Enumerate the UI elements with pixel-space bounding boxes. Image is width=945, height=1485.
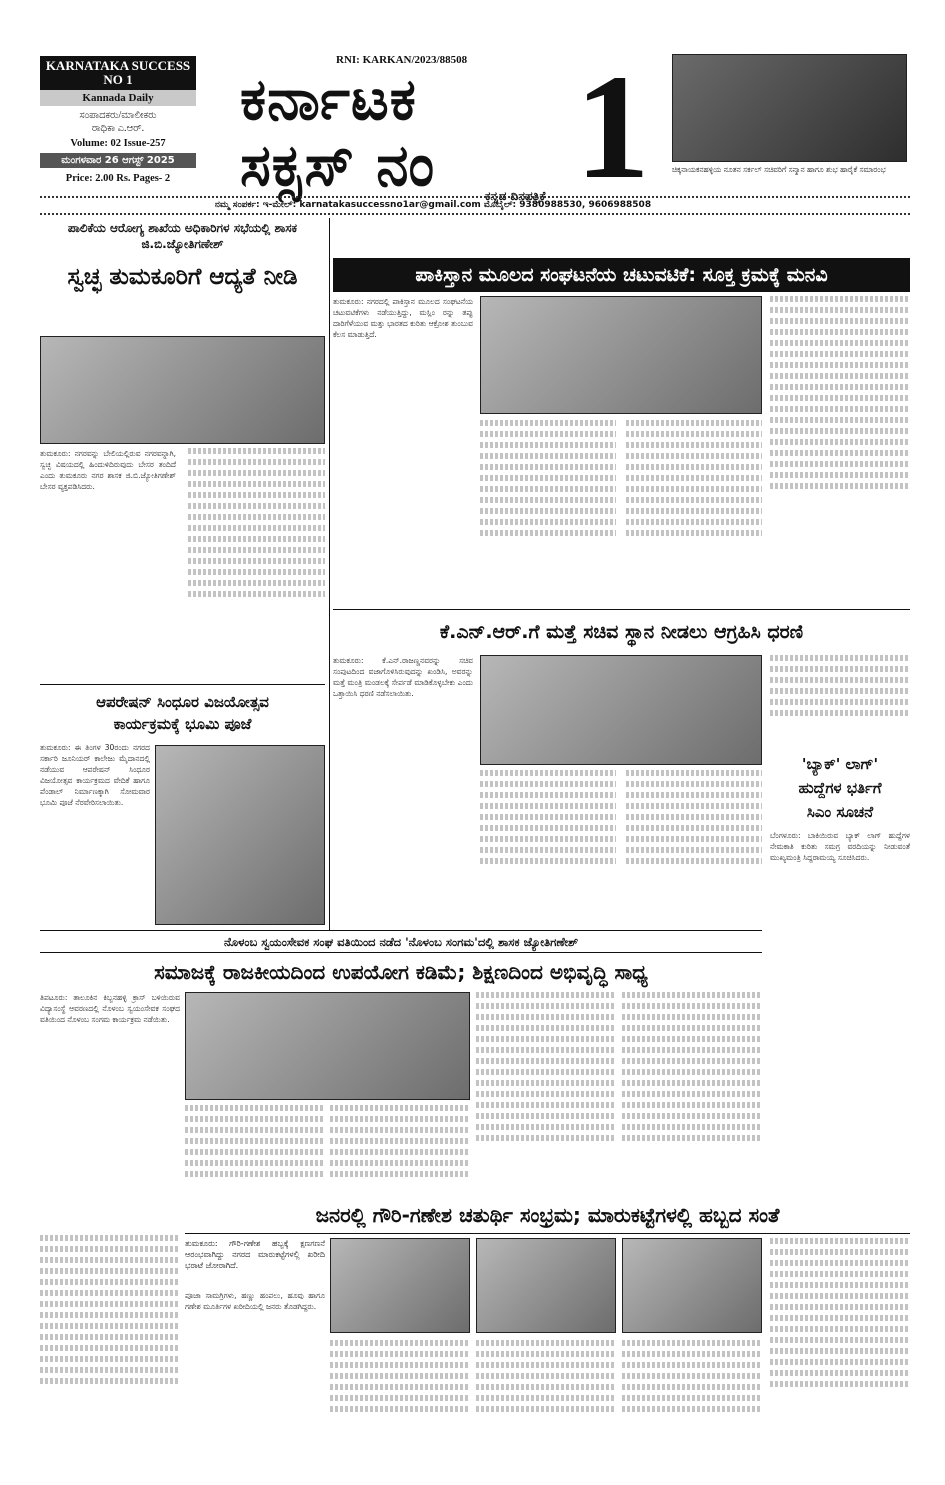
article-7-body-col3 — [330, 1340, 470, 1465]
article-4-headline: ಕೆ.ಎನ್.ಆರ್.ಗೆ ಮತ್ತೆ ಸಚಿವ ಸ್ಥಾನ ನೀಡಲು ಆಗ್ರಹಿಸಿ ಧರಣಿ — [439, 621, 804, 643]
article-7-body-col2 — [185, 1290, 325, 1465]
article-1-body-text: ತುಮಕೂರು: ನಗರವನ್ನು ಬೇಲಿಯಲ್ಲಿರುವ ನಗರವನ್ನಾಗಿ, ಸ್ವಚ್ಛ ವಿಷಯದಲ್ಲಿ ಹಿಂದುಳಿದಿರುವುದು ಬೇಸರ ತಂದಿದೆ ಎಂದು ತುಮಕೂರು ನಗರ ಶಾಸಕ ಜಿ.ಬಿ.ಜ್ಯೋತಿಗಣೇಶ್ ಬೇಸರ ವ್ಯಕ್ತಪಡಿಸಿದರು. — [40, 449, 176, 491]
article-7-photo-1 — [330, 1238, 470, 1333]
article-1-photo — [40, 336, 325, 444]
article-2-body-col3 — [626, 420, 762, 606]
article-1-body-col2 — [188, 448, 325, 683]
article-1-body — [40, 448, 176, 683]
article-7-lead: ತುಮಕೂರು: ಗೌರಿ-ಗಣೇಶ ಹಬ್ಬಕ್ಕೆ ಕ್ಷಣಗಣನೆ ಆರಂಭವಾಗಿದ್ದು ನಗರದ ಮಾರುಕಟ್ಟೆಗಳಲ್ಲಿ ಖರೀದಿ ಭರಾಟೆ ಜೋರಾಗಿದೆ. — [185, 1239, 325, 1270]
top-photo-caption: ಚಿಕ್ಕನಾಯಕನಹಳ್ಳಿಯ ನೂತನ ಸರ್ಕಲ್ ಸಚಿವರಿಗೆ ಸನ್ಮಾನ ಹಾಗೂ ಶುಭ ಹಾರೈಕೆ ಸಮಾರಂಭ — [672, 165, 886, 174]
article-2-body-col2 — [480, 420, 616, 606]
masthead-english-title: KARNATAKA SUCCESS NO 1 — [40, 56, 196, 90]
article-6-body — [40, 992, 180, 1230]
article-5-body-text: ಬೆಂಗಳೂರು: ಬಾಕಿಯಿರುವ ಬ್ಯಾಕ್ ಲಾಗ್ ಹುದ್ದೆಗಳ ನೇಮಕಾತಿ ಕುರಿತು ಸಮಗ್ರ ವರದಿಯನ್ನು ನೀಡುವಂತೆ ಮುಖ್ಯಮಂತ್ರಿ ಸಿದ್ದರಾಮಯ್ಯ ಸೂಚಿಸಿದರು. — [770, 831, 910, 862]
article-6-body-text: ತಿಪಟೂರು: ತಾಲೂಕಿನ ಕಿಬ್ಬನಹಳ್ಳಿ ಕ್ರಾಸ್ ಬಳಿಯಿರುವ ವಿದ್ಯಾಸಂಸ್ಥೆ ಆವರಣದಲ್ಲಿ ನೊಳಂಬ ಸ್ವಯಂಸೇವಕ ಸಂಘದ ವತಿಯಿಂದ ನೊಳಂಬ ಸಂಗಮ ಕಾರ್ಯಕ್ರಮ ನಡೆಯಿತು. — [40, 993, 180, 1024]
article-4-photo — [480, 655, 762, 765]
article-3-photo — [155, 745, 325, 925]
rni-number: RNI: KARKAN/2023/88508 — [336, 54, 468, 66]
top-photo — [672, 54, 907, 162]
article-6-body-col4 — [476, 992, 616, 1230]
article-2-headline: ಪಾಕಿಸ್ತಾನ ಮೂಲದ ಸಂಘಟನೆಯ ಚಟುವಟಿಕೆ: ಸೂಕ್ತ ಕ್ರಮಕ್ಕೆ ಮನವಿ — [333, 258, 910, 292]
article-7-headline: ಜನರಲ್ಲಿ ಗೌರಿ-ಗಣೇಶ ಚತುರ್ಥಿ ಸಂಭ್ರಮ; ಮಾರುಕಟ್ಟೆಗಳಲ್ಲಿ ಹಬ್ಬದ ಸಂತೆ — [185, 1198, 910, 1232]
article-3-headline-line1: ಆಪರೇಷನ್ ಸಿಂಧೂರ ವಿಜಯೋತ್ಸವ — [96, 693, 269, 711]
article-7-body — [40, 1235, 180, 1465]
editor-label: ಸಂಪಾದಕರು/ಮಾಲೀಕರು — [79, 110, 157, 121]
article-4-body-col3 — [626, 770, 762, 925]
article-3-body — [40, 742, 150, 930]
article-2-photo — [480, 296, 762, 414]
issue-date: ಮಂಗಳವಾರ 26 ಆಗಸ್ಟ್ 2025 — [40, 153, 196, 168]
volume-issue: Volume: 02 Issue-257 — [70, 138, 166, 149]
title-line-2: ಸಕ್ಸಸ್ ನಂ — [240, 131, 436, 199]
article-4-body-text: ತುಮಕೂರು: ಕೆ.ಎನ್.ರಾಜಣ್ಣನವರನ್ನು ಸಚಿವ ಸಂಪುಟದಿಂದ ವಜಾಗೊಳಿಸಿರುವುದನ್ನು ಖಂಡಿಸಿ, ಅವರನ್ನು ಮತ್ತೆ ಮಂತ್ರಿ ಮಂಡಲಕ್ಕೆ ಸೇರ್ಪಡೆ ಮಾಡಿಕೊಳ್ಳಬೇಕು ಎಂದು ಒತ್ತಾಯಿಸಿ ಧರಣಿ ನಡೆಸಲಾಯಿತು. — [333, 656, 473, 698]
article-7-photo-2 — [476, 1238, 616, 1333]
kannada-daily-label: ಕನ್ನಡ ದಿನಪತ್ರಿಕೆ — [485, 189, 546, 203]
article-5-headline-line3: ಸಿಎಂ ಸೂಚನೆ — [806, 803, 874, 821]
article-6-kicker-rule — [40, 952, 762, 953]
article-5-body — [770, 830, 910, 1230]
article-4-body — [333, 655, 473, 925]
article-1-headline: ಸ್ವಚ್ಛ ತುಮಕೂರಿಗೆ ಆದ್ಯತೆ ನೀಡಿ — [67, 264, 298, 290]
editor-name: ರಾಧಿಕಾ ಎ.ಆರ್. — [91, 123, 145, 134]
article-5-headline-line2: ಹುದ್ದೆಗಳ ಭರ್ತಿಗೆ — [798, 779, 882, 797]
contact-line: ನಮ್ಮ ಸಂಪರ್ಕ: ಇ-ಮೇಲ್: karnatakasuccessno1ar@gmail.com ಮೊಬೈಲ್: 9380988530, 9606988508 — [214, 200, 652, 210]
article-4-body-col2 — [480, 770, 616, 925]
article-3-headline-line2: ಕಾರ್ಯಕ್ರಮಕ್ಕೆ ಭೂಮಿ ಪೂಜೆ — [113, 715, 252, 733]
article-7-body-col5 — [622, 1340, 762, 1465]
masthead-subtitle: Kannada Daily — [40, 90, 196, 106]
article-5-headline-line1: 'ಬ್ಯಾಕ್' ಲಾಗ್' — [801, 755, 879, 773]
article-7-body-col4 — [476, 1340, 616, 1465]
masthead-info-box — [40, 56, 196, 184]
article-3-body-text: ತುಮಕೂರು: ಈ ತಿಂಗಳ 30ರಂದು ನಗರದ ಸರ್ಕಾರಿ ಜೂನಿಯರ್ ಕಾಲೇಜು ಮೈದಾನದಲ್ಲಿ ನಡೆಯುವ ಆಪರೇಷನ್ ಸಿಂಧೂರ ವಿಜಯೋತ್ಸವ ಕಾರ್ಯಕ್ರಮದ ವೇದಿಕೆ ಹಾಗೂ ಪೆಂಡಾಲ್ ನಿರ್ಮಾಣಕ್ಕಾಗಿ ಸೋಮವಾರ ಭೂಮಿ ಪೂಜೆ ನೆರವೇರಿಸಲಾಯಿತು. — [40, 743, 150, 807]
contact-divider-bottom — [40, 213, 910, 215]
title-line-1: ಕರ್ನಾಟಕ — [240, 65, 417, 133]
contact-divider-top — [40, 196, 910, 198]
article-6-headline: ಸಮಾಜಕ್ಕೆ ರಾಜಕೀಯದಿಂದ ಉಪಯೋಗ ಕಡಿಮೆ; ಶಿಕ್ಷಣದಿಂದ ಅಭಿವೃದ್ಧಿ ಸಾಧ್ಯ — [154, 960, 648, 984]
article-1-kicker: ಪಾಲಿಕೆಯ ಆರೋಗ್ಯ ಶಾಖೆಯ ಅಧಿಕಾರಿಗಳ ಸಭೆಯಲ್ಲಿ ಶಾಸಕ ಜಿ.ಬಿ.ಜ್ಯೋತಿಗಣೇಶ್ — [67, 221, 298, 251]
article-6-kicker: ನೊಳಂಬ ಸ್ವಯಂಸೇವಕ ಸಂಘ ವತಿಯಿಂದ ನಡೆದ 'ನೊಳಂಬ ಸಂಗಮ'ದಲ್ಲಿ ಶಾಸಕ ಜ್ಯೋತಿಗಣೇಶ್ — [223, 935, 579, 949]
section-divider-2 — [40, 684, 325, 685]
article-3-headline — [40, 688, 325, 738]
section-divider-3 — [40, 930, 762, 931]
article-6-body-col5 — [622, 992, 762, 1230]
article-2-body — [333, 296, 473, 606]
column-divider — [329, 218, 330, 930]
price-pages: Price: 2.00 Rs. Pages- 2 — [65, 173, 171, 184]
article-2-body-text: ತುಮಕೂರು: ನಗರದಲ್ಲಿ ಪಾಕಿಸ್ತಾನ ಮೂಲದ ಸಂಘಟನೆಯ ಚಟುವಟಿಕೆಗಳು ನಡೆಯುತ್ತಿದ್ದು, ಮಸ್ಲಿಂ ರನ್ನು ತಪ್ಪು ದಾರಿಗೆಳೆಯುವ ಮತ್ತು ಭಾರತದ ಕುರಿತು ಆಕ್ರೋಶ ತುಂಬುವ ಕೆಲಸ ಮಾಡುತ್ತಿದೆ. — [333, 297, 473, 339]
section-divider-4 — [185, 1233, 910, 1234]
article-4-body-col4 — [770, 655, 910, 747]
newspaper-title-kannada — [240, 66, 435, 198]
article-7-body-col6 — [770, 1238, 910, 1465]
article-6-photo — [185, 992, 470, 1100]
section-divider-1 — [333, 609, 910, 610]
title-number: 1 — [575, 44, 650, 210]
article-2-body-col4 — [770, 296, 910, 606]
article-5-headline — [770, 750, 910, 826]
article-7-photo-3 — [622, 1238, 762, 1333]
article-7-body-text: ಪೂಜಾ ಸಾಮಗ್ರಿಗಳು, ಹಣ್ಣು ಹಂಪಲು, ಹೂವು ಹಾಗೂ ಗಣೇಶ ಮೂರ್ತಿಗಳ ಖರೀದಿಯಲ್ಲಿ ಜನರು ತೊಡಗಿದ್ದರು. — [185, 1291, 325, 1311]
